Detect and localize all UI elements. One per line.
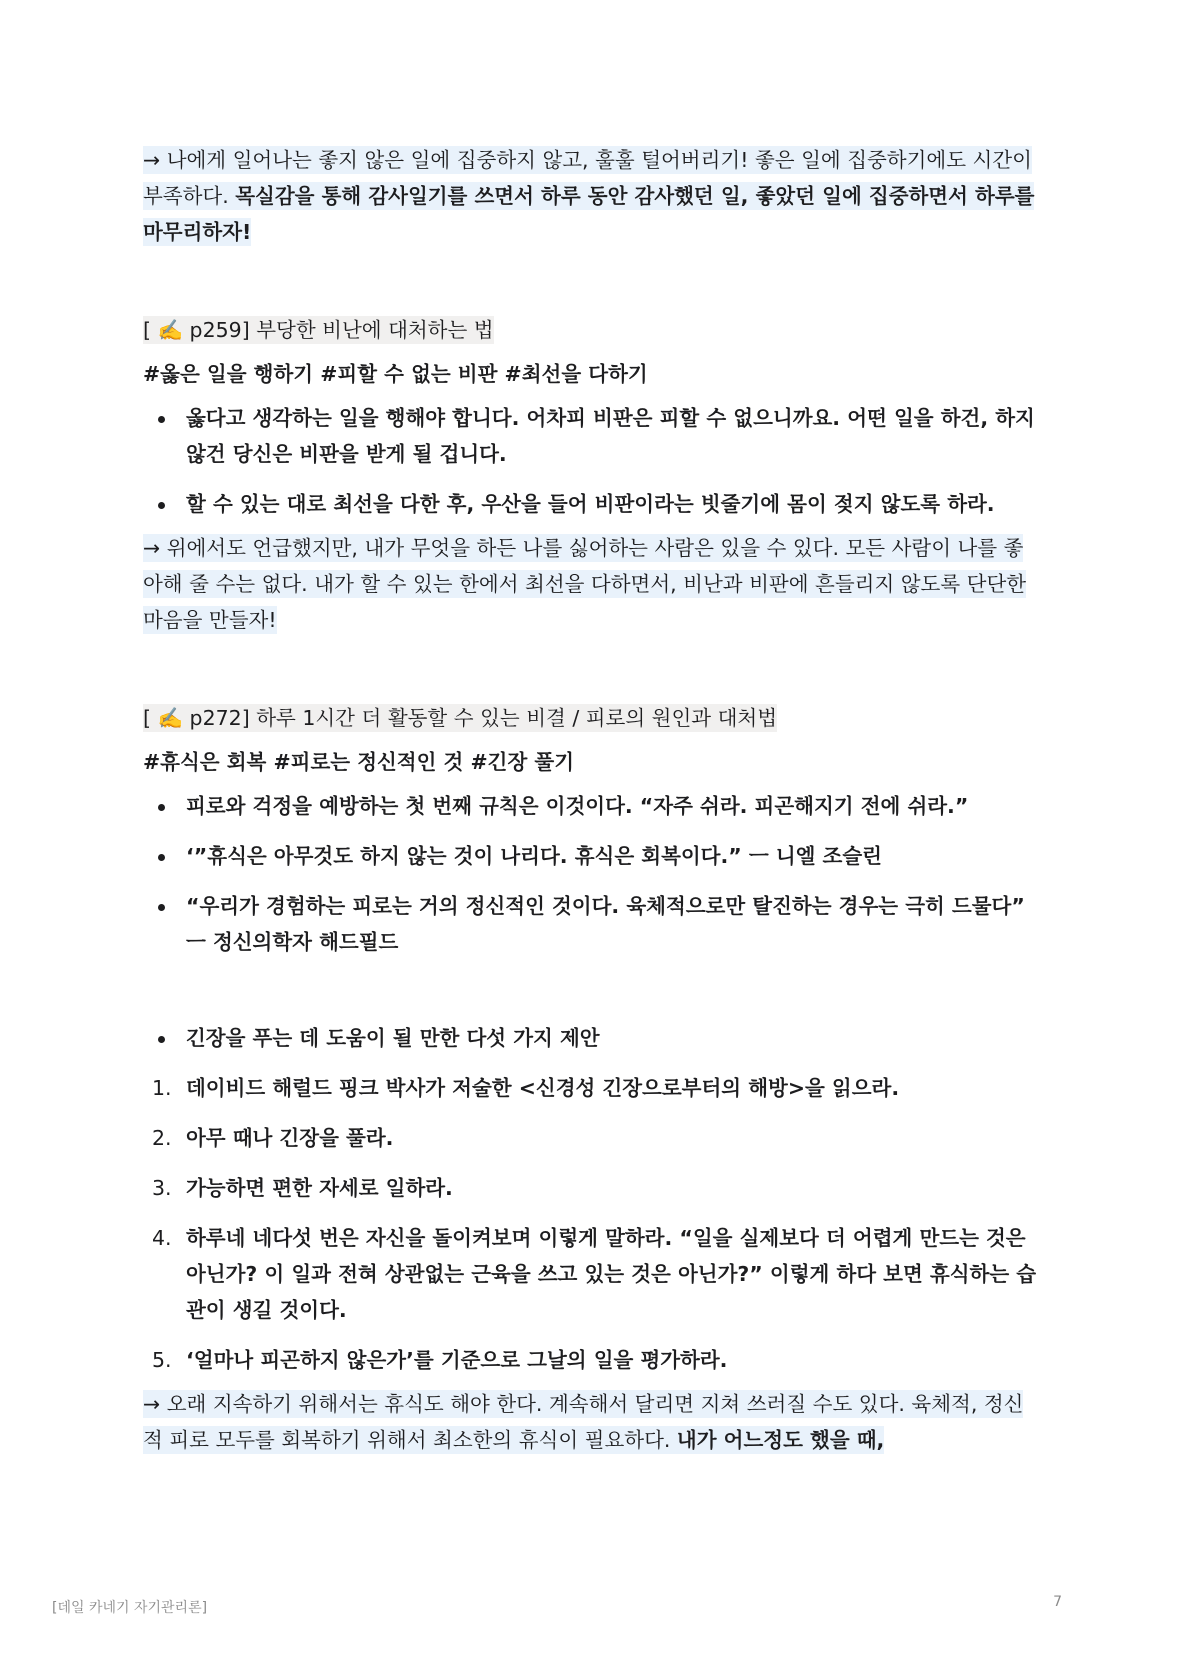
list-item-text: 긴장을 푸는 데 도움이 될 만한 다섯 가지 제안 <box>186 1026 600 1050</box>
bullet-dot <box>158 804 165 811</box>
list-item-text: ‘”휴식은 아무것도 하지 않는 것이 나리다. 휴식은 회복이다.” ㅡ 니엘 조슬린 <box>186 844 882 868</box>
list-item-text: “우리가 경험하는 피로는 거의 정신적인 것이다. 육체적으로만 탈진하는 경우는 극히 드물다” ㅡ 정신의학자 해드필드 <box>186 894 1025 954</box>
bullet-dot <box>158 502 165 509</box>
bullet-list <box>143 1020 1043 1056</box>
numbered-item <box>143 1170 1043 1206</box>
reflection-text: → 오래 지속하기 위해서는 휴식도 해야 한다. 계속해서 달리면 지쳐 쓰러질 수도 있다. 육체적, 정신적 피로 모두를 회복하기 위해서 최소한의 휴식이 필요하다. <box>143 1392 1024 1452</box>
item-number: 5. <box>152 1348 172 1372</box>
numbered-item <box>143 1120 1043 1156</box>
section-title: 부당한 비난에 대처하는 법 <box>249 318 494 342</box>
list-item <box>143 1020 1043 1056</box>
bullet-dot <box>158 416 165 423</box>
numbered-item-text: 데이비드 해럴드 핑크 박사가 저술한 <신경성 긴장으로부터의 해방>을 읽으라. <box>186 1076 900 1100</box>
list-item <box>143 788 1043 824</box>
reflection-bold-text: 내가 어느정도 했을 때, <box>676 1428 885 1452</box>
page-ref: [ ✍️ p259] <box>143 318 250 342</box>
bullet-list <box>143 400 1043 522</box>
list-item-text: 옳다고 생각하는 일을 행해야 합니다. 어차피 비판은 피할 수 없으니까요. 어떤 일을 하건, 하지 않건 당신은 비판을 받게 될 겁니다. <box>186 406 1035 466</box>
list-item-text: 할 수 있는 대로 최선을 다한 후, 우산을 들어 비판이라는 빗줄기에 몸이 젖지 않도록 하라. <box>186 492 995 516</box>
list-item <box>143 486 1043 522</box>
footer-document-title: [데일 카네기 자기관리론] <box>52 1600 208 1616</box>
bullet-list <box>143 788 1043 960</box>
item-number: 1. <box>152 1076 172 1100</box>
bullet-dot <box>158 904 165 911</box>
page-ref: [ ✍️ p272] <box>143 706 250 730</box>
list-item <box>143 838 1043 874</box>
section-heading-label <box>143 704 777 732</box>
reflection-bold-text: 목실감을 통해 감사일기를 쓰면서 하루 동안 감사했던 일, 좋았던 일에 집중하면서 하루를 마무리하자! <box>143 184 1035 244</box>
section-heading-label <box>143 316 494 344</box>
reflection-paragraph-3 <box>143 1386 1043 1458</box>
section-title: 하루 1시간 더 활동할 수 있는 비결 / 피로의 원인과 대처법 <box>249 706 777 730</box>
item-number: 4. <box>152 1226 172 1250</box>
hashtags: #휴식은 회복 #피로는 정신적인 것 #긴장 풀기 <box>143 750 575 774</box>
list-item <box>143 400 1043 472</box>
item-number: 3. <box>152 1176 172 1200</box>
numbered-item <box>143 1070 1043 1106</box>
page-number: 7 <box>1053 1594 1062 1610</box>
numbered-item-text: 가능하면 편한 자세로 일하라. <box>186 1176 453 1200</box>
reflection-paragraph-2 <box>143 530 1043 638</box>
list-item <box>143 888 1043 960</box>
hashtags: #옳은 일을 행하기 #피할 수 없는 비판 #최선을 다하기 <box>143 362 648 386</box>
bullet-dot <box>158 854 165 861</box>
reflection-text: → 나에게 일어나는 좋지 않은 일에 집중하지 않고, 훌훌 털어버리기! 좋은 일에 집중하기에도 시간이 부족하다. <box>143 148 1032 208</box>
numbered-item-text: 아무 때나 긴장을 풀라. <box>186 1126 394 1150</box>
section-heading-p272 <box>143 700 1043 736</box>
numbered-item-text: ‘얼마나 피곤하지 않은가’를 기준으로 그날의 일을 평가하라. <box>186 1348 728 1372</box>
item-number: 2. <box>152 1126 172 1150</box>
numbered-item <box>143 1342 1043 1378</box>
bullet-dot <box>158 1036 165 1043</box>
numbered-item-text: 하루네 네다섯 번은 자신을 돌이켜보며 이렇게 말하라. “일을 실제보다 더 어렵게 만드는 것은 아닌가? 이 일과 전혀 상관없는 근육을 쓰고 있는 것은 아닌가?” 이렇게 하다 보면 휴식하는 습관이 생길 것이다. <box>186 1226 1037 1322</box>
numbered-list <box>143 1070 1043 1378</box>
reflection-paragraph-1 <box>143 142 1043 250</box>
reflection-text: → 위에서도 언급했지만, 내가 무엇을 하든 나를 싫어하는 사람은 있을 수 있다. 모든 사람이 나를 좋아해 줄 수는 없다. 내가 할 수 있는 한에서 최선을 다하면서, 비난과 비판에 흔들리지 않도록 단단한 마음을 만들자! <box>143 536 1027 632</box>
list-item-text: 피로와 걱정을 예방하는 첫 번째 규칙은 이것이다. “자주 쉬라. 피곤해지기 전에 쉬라.” <box>186 794 969 818</box>
section-heading-p259 <box>143 312 1043 348</box>
numbered-item <box>143 1220 1043 1328</box>
document-body <box>143 142 1043 1458</box>
